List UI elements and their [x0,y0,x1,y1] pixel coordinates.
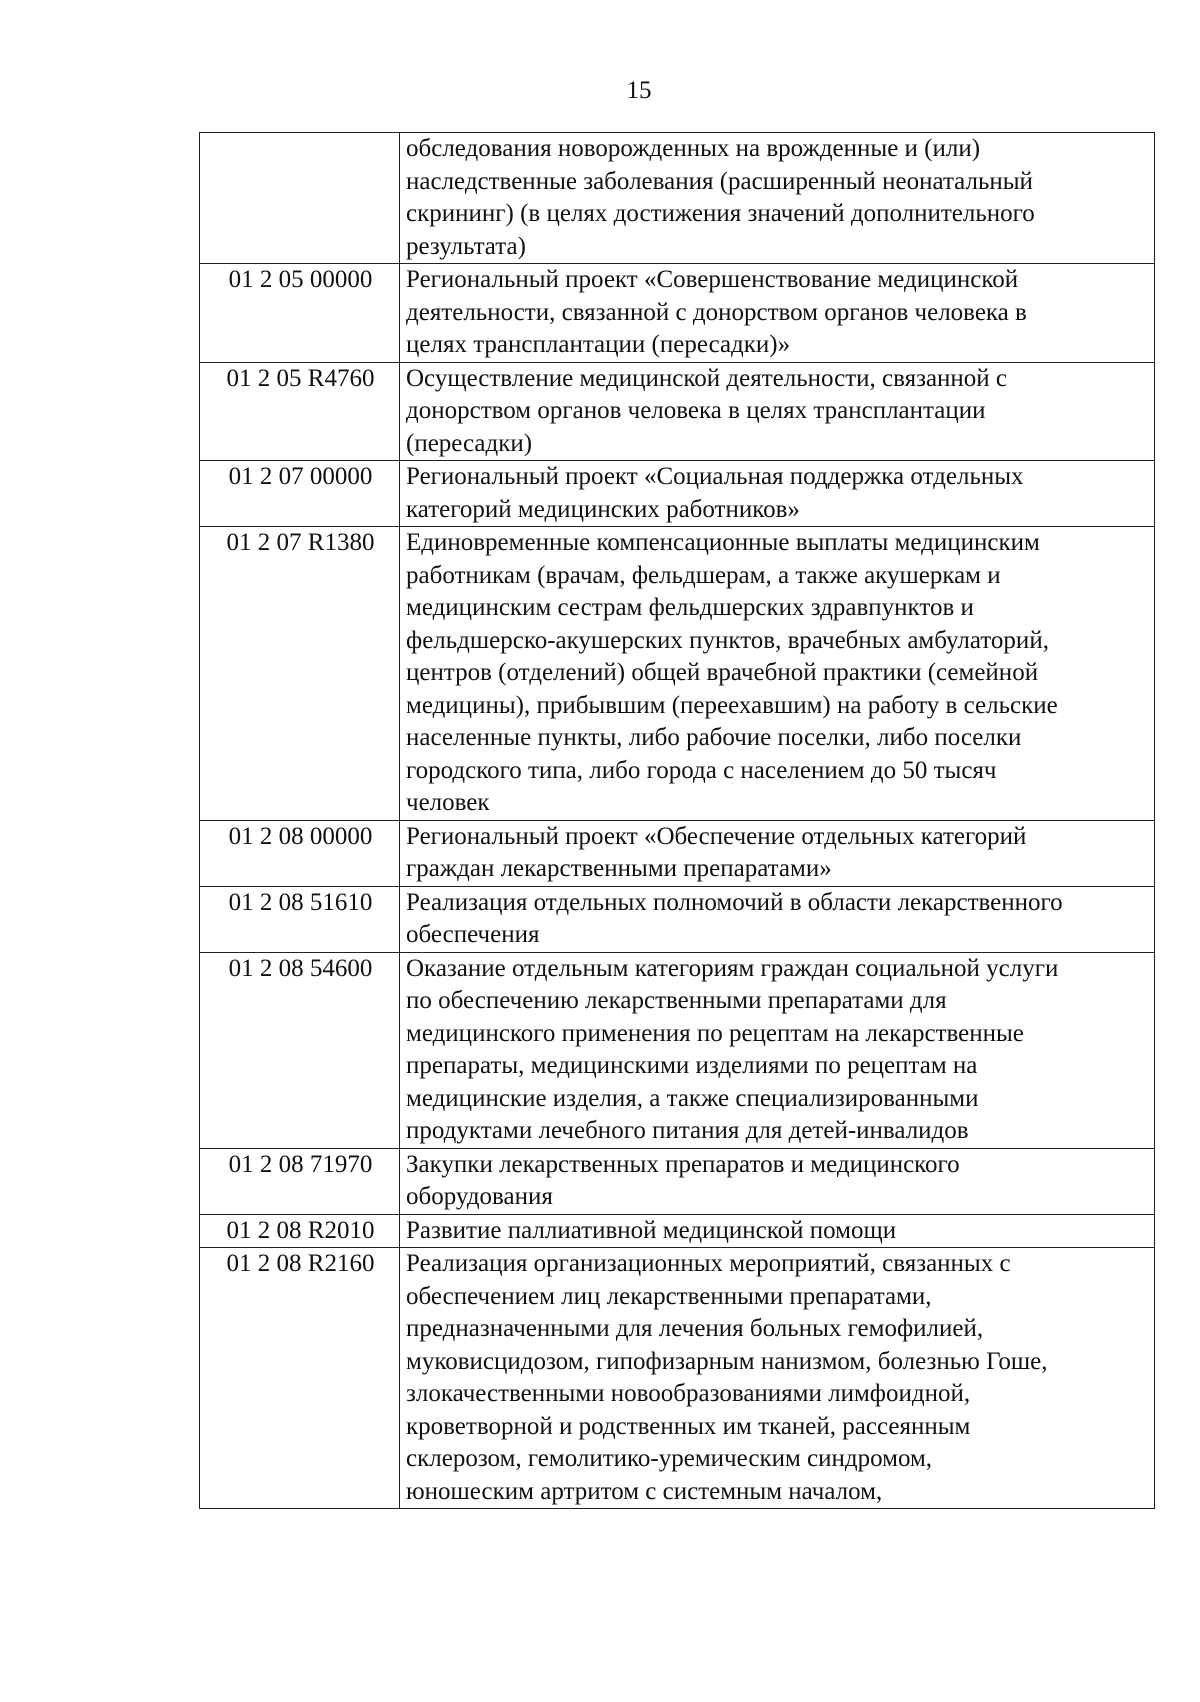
description-line: Региональный проект «Обеспечение отдельных категорий [406,822,1027,850]
description-line: юношеским артритом с системным началом, [406,1477,883,1505]
page-number: 15 [626,77,652,104]
description-line: оборудования [406,1183,553,1210]
description-line: обследования новорожденных на врожденные и (или) [406,135,981,162]
row-description [400,461,1155,527]
description-line: Единовременные компенсационные выплаты медицинским [406,529,1040,556]
row-code: 01 2 08 R2010 [200,1214,400,1248]
description-line: обеспечения [406,921,540,948]
description-line: населенные пункты, либо рабочие поселки, либо поселки [406,724,1022,751]
description-line: Реализация организационных мероприятий, связанных с [406,1250,1011,1277]
row-code: 01 2 07 R1380 [200,527,400,821]
description-line: результата) [406,232,526,260]
description-line: категорий медицинских работников» [406,495,800,523]
description-line: граждан лекарственными препаратами» [406,855,832,882]
description-line: медицинским сестрам фельдшерских здравпунктов и [406,594,974,621]
description-line: деятельности, связанной с донорством органов человека в [406,298,1027,326]
row-code: 01 2 07 00000 [200,461,400,527]
row-description [400,820,1155,886]
description-line: центров (отделений) общей врачебной практики (семейной [406,659,1039,686]
description-line: склерозом, гемолитико-уремическим синдромом, [406,1445,933,1472]
table-row [200,461,1155,527]
table-row [200,1148,1155,1214]
row-description [400,527,1155,821]
description-line: Реализация отдельных полномочий в области лекарственного [406,888,1063,916]
row-code: 01 2 05 R4760 [200,362,400,461]
description-line: Региональный проект «Социальная поддержка отдельных [406,463,1024,490]
description-line: Развитие паллиативной медицинской помощи [406,1216,897,1244]
description-line: препараты, медицинскими изделиями по рецептам на [406,1052,978,1079]
table-row [200,264,1155,363]
description-line: медицины), прибывшим (переехавшим) на работу в сельские [406,691,1058,719]
budget-classification-table [199,132,1155,1509]
description-line: наследственные заболевания (расширенный неонатальный [406,167,1033,195]
description-line: Оказание отдельным категориям граждан социальной услуги [406,954,1059,982]
table-row [200,133,1155,264]
row-code: 01 2 08 R2160 [200,1248,400,1509]
description-line: муковисцидозом, гипофизарным нанизмом, болезнью Гоше, [406,1347,1048,1375]
row-description [400,952,1155,1148]
table-row [200,527,1155,821]
table-row [200,952,1155,1148]
row-description [400,1214,1155,1248]
description-line: городского типа, либо города с населением до 50 тысяч [406,756,997,784]
description-line: злокачественными новообразованиями лимфоидной, [406,1380,971,1407]
description-line: человек [406,789,490,816]
table-body [200,133,1155,1509]
row-code: 01 2 08 54600 [200,952,400,1148]
description-line: донорством органов человека в целях трансплантации [406,397,986,424]
row-code: 01 2 08 51610 [200,886,400,952]
description-line: целях трансплантации (пересадки)» [406,331,791,358]
row-code: 01 2 08 00000 [200,820,400,886]
description-line: медицинские изделия, а также специализированными [406,1084,979,1112]
description-line: предназначенными для лечения больных гемофилией, [406,1315,984,1342]
row-description [400,886,1155,952]
table-row [200,1214,1155,1248]
row-code: 01 2 08 71970 [200,1148,400,1214]
table-row [200,820,1155,886]
description-line: скрининг) (в целях достижения значений дополнительного [406,200,1035,227]
row-description [400,264,1155,363]
description-line: по обеспечению лекарственными препаратами для [406,987,947,1014]
description-line: работникам (врачам, фельдшерам, а также акушеркам и [406,561,1001,589]
row-code [200,133,400,264]
description-line: (пересадки) [406,429,533,457]
description-line: медицинского применения по рецептам на лекарственные [406,1019,1024,1047]
row-description [400,362,1155,461]
description-line: Закупки лекарственных препаратов и медицинского [406,1150,960,1178]
description-line: кроветворной и родственных им тканей, рассеянным [406,1412,971,1440]
table-row [200,362,1155,461]
row-description [400,133,1155,264]
row-description [400,1248,1155,1509]
table-row [200,886,1155,952]
description-line: Региональный проект «Совершенствование медицинской [406,266,1019,293]
table-row [200,1248,1155,1509]
row-description [400,1148,1155,1214]
description-line: обеспечением лиц лекарственными препаратами, [406,1282,932,1310]
description-line: Осуществление медицинской деятельности, связанной с [406,364,1008,392]
description-line: продуктами лечебного питания для детей-инвалидов [406,1117,969,1144]
row-code: 01 2 05 00000 [200,264,400,363]
description-line: фельдшерско-акушерских пунктов, врачебных амбулаторий, [406,626,1049,654]
